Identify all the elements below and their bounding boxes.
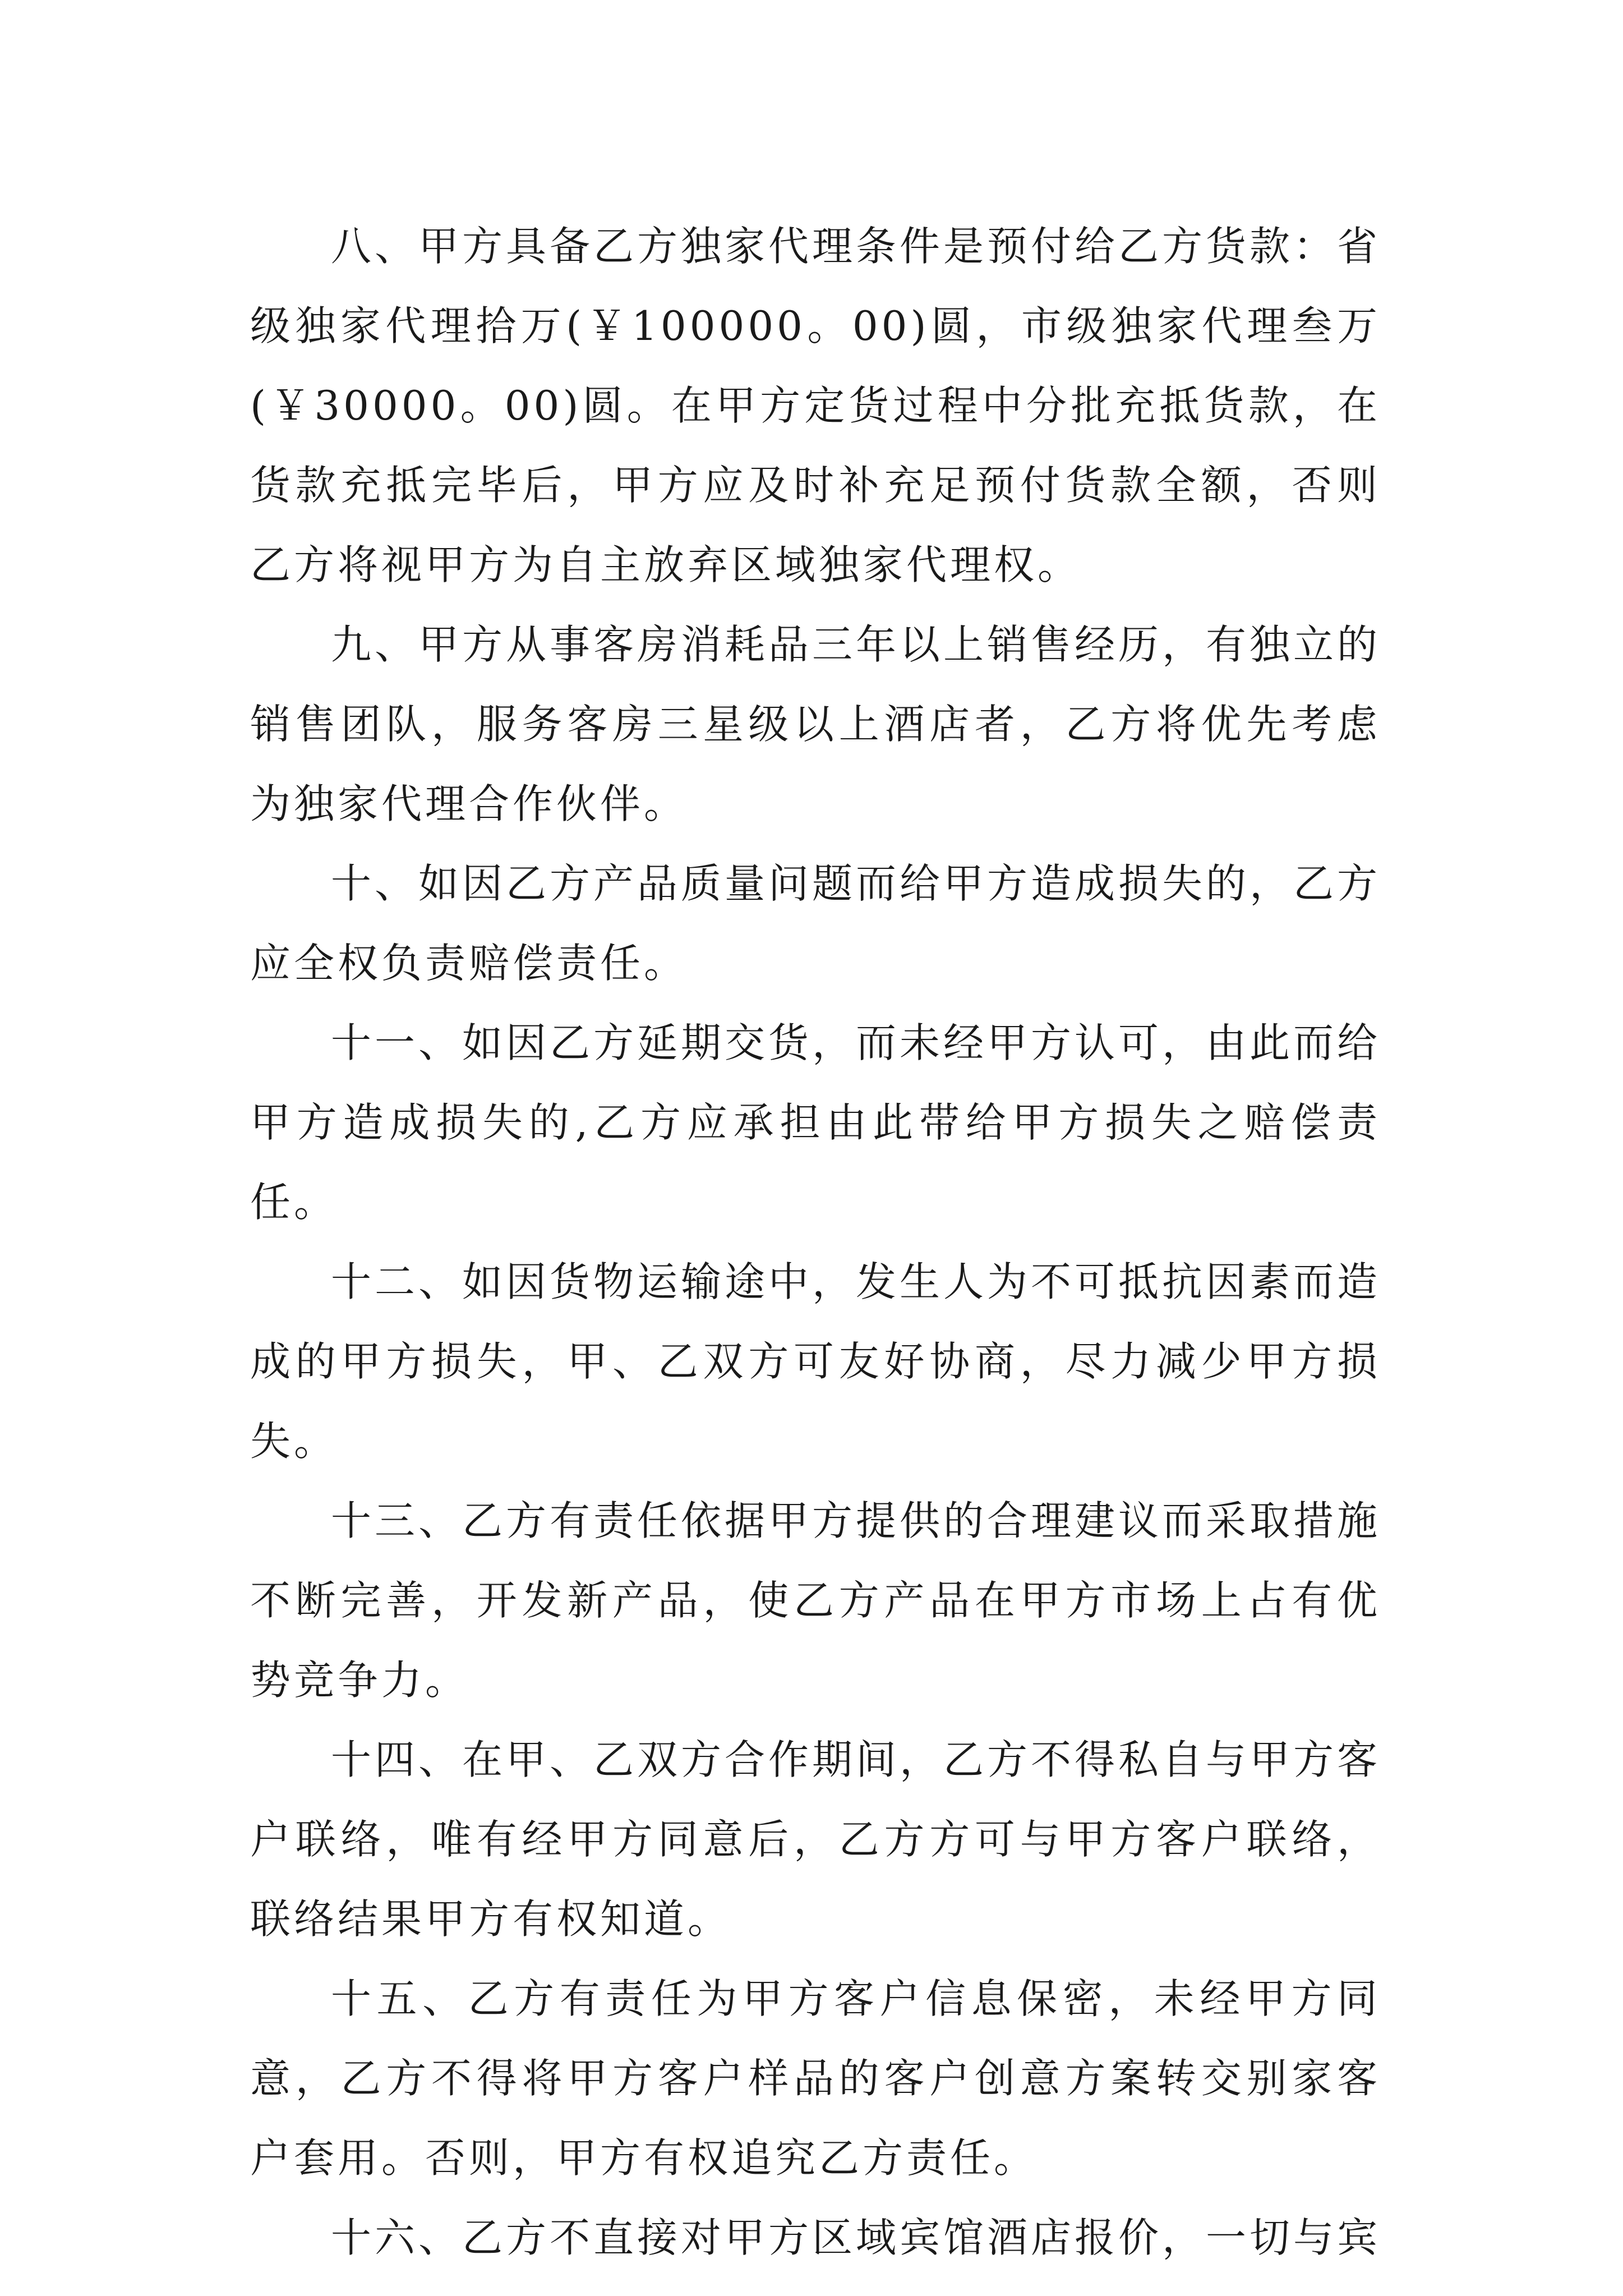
clause-8-paragraph: 八、甲方具备乙方独家代理条件是预付给乙方货款：省级独家代理拾万(￥100000。00)圆，市级独家代理叁万(￥30000。00)圆。在甲方定货过程中分批充抵货款，在货款充抵完毕后，甲方应及时补充足预付货款全额，否则乙方将视甲方为自主放弃区域独家代理权。	[250, 223, 1381, 588]
clause-16-paragraph: 十六、乙方不直接对甲方区域宾馆酒店报价，一切与宾	[331, 2214, 1381, 2261]
clause-14-paragraph: 十四、在甲、乙双方合作期间，乙方不得私自与甲方客户联络，唯有经甲方同意后，乙方方可与甲方客户联络，联络结果甲方有权知道。	[250, 1736, 1381, 1943]
clause-13-paragraph: 十三、乙方有责任依据甲方提供的合理建议而采取措施不断完善，开发新产品，使乙方产品在甲方市场上占有优势竞争力。	[250, 1497, 1381, 1704]
clause-9-paragraph: 九、甲方从事客房消耗品三年以上销售经历，有独立的销售团队，服务客房三星级以上酒店者，乙方将优先考虑为独家代理合作伙伴。	[250, 621, 1381, 827]
clause-11-paragraph: 十一、如因乙方延期交货，而未经甲方认可，由此而给甲方造成损失的,乙方应承担由此带给甲方损失之赔偿责任。	[250, 1019, 1381, 1226]
clause-10-paragraph: 十、如因乙方产品质量问题而给甲方造成损失的，乙方应全权负责赔偿责任。	[250, 860, 1381, 987]
clause-12-paragraph: 十二、如因货物运输途中，发生人为不可抵抗因素而造成的甲方损失，甲、乙双方可友好协商，尽力减少甲方损失。	[250, 1258, 1381, 1465]
document-body	[250, 206, 1381, 2277]
clause-15-paragraph: 十五、乙方有责任为甲方客户信息保密，未经甲方同意，乙方不得将甲方客户样品的客户创意方案转交别家客户套用。否则，甲方有权追究乙方责任。	[250, 1975, 1381, 2182]
